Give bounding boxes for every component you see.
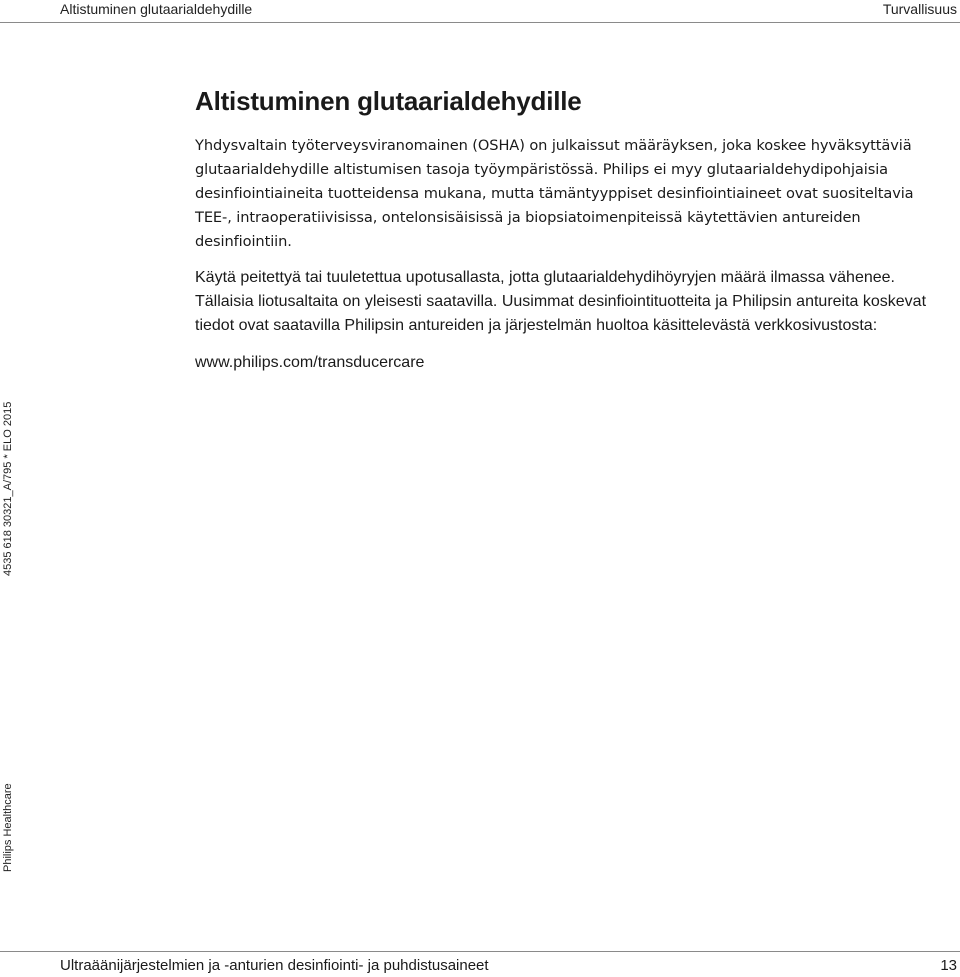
main-content: [195, 84, 935, 374]
footer-title: Ultraäänijärjestelmien ja -anturien desinfiointi- ja puhdistusaineet: [60, 957, 489, 974]
document-id-side-label: 4535 618 30321_A/795 * ELO 2015: [2, 401, 14, 576]
footer-divider: [0, 951, 960, 952]
running-header-title: Altistuminen glutaarialdehydille: [60, 1, 253, 17]
osha-paragraph: Yhdysvaltain työterveysviranomainen (OSHA) on julkaissut määräyksen, joka koskee hyväksyttäviä glutaarialdehydille altistumisen tasoja työympäristössä. Philips ei myy glutaarialdehydipohjaisia desinfiointiaineita tuotteidensa mukana, mutta tämäntyyppiset desinfiointiaineet ovat suositeltavia TEE-, intraoperatiivisissa, ontelonsisäisissä ja biopsiatoimenpiteissä käytettävien antureiden desinfiointiin.: [195, 137, 914, 250]
brand-side-label: Philips Healthcare: [2, 783, 14, 872]
website-link[interactable]: www.philips.com/transducercare: [195, 354, 425, 371]
page-title: Altistuminen glutaarialdehydille: [195, 86, 582, 116]
header-divider: [0, 22, 960, 23]
page-number: 13: [940, 957, 957, 974]
ventilation-paragraph: Käytä peitettyä tai tuuletettua upotusallasta, jotta glutaarialdehydihöyryjen määrä ilmassa vähenee. Tällaisia liotusaltaita on yleisesti saatavilla. Uusimmat desinfiointituotteita ja Philipsin antureita koskevat tiedot ovat saatavilla Philipsin antureiden ja järjestelmän huoltoa käsittelevästä verkkosivustosta:: [195, 269, 927, 334]
running-header-section: Turvallisuus: [882, 1, 957, 17]
